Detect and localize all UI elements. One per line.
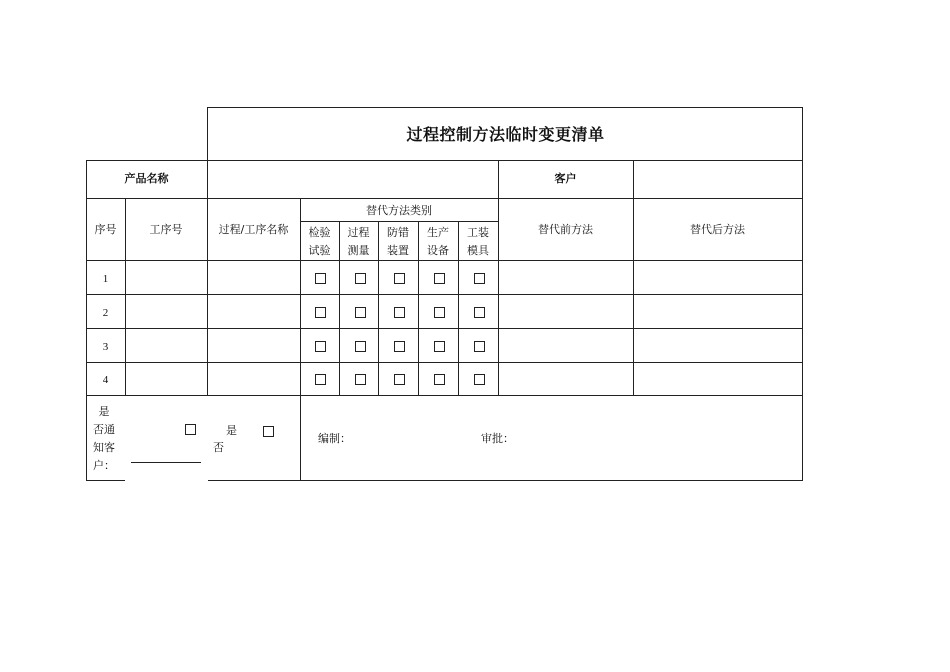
row-4-checkbox-equipment[interactable] <box>434 374 445 385</box>
row-2-checkbox-tooling[interactable] <box>474 307 485 318</box>
row-4-checkbox-inspection[interactable] <box>315 374 326 385</box>
row-3-checkbox-equipment[interactable] <box>434 341 445 352</box>
sub-header-equipment-l2: 设备 <box>427 244 449 257</box>
row-2-seq: 2 <box>102 307 109 319</box>
row-1-checkbox-measure[interactable] <box>355 273 366 284</box>
category-underline <box>300 221 498 222</box>
table-right-border <box>802 107 803 481</box>
row-1-checkbox-inspection[interactable] <box>315 273 326 284</box>
sub-header-errorproof-l2: 装置 <box>387 244 409 257</box>
col-header-before-method: 替代前方法 <box>538 223 593 236</box>
notify-customer-label-2: 否通 <box>93 423 115 436</box>
row-1-checkbox-equipment[interactable] <box>434 273 445 284</box>
prepared-by-label: 编制： <box>318 432 351 445</box>
row-2-checkbox-errorproof[interactable] <box>394 307 405 318</box>
notify-yes-label: 是 <box>226 424 237 437</box>
notify-signature-line <box>131 462 201 463</box>
notify-customer-label-3: 知客 <box>93 441 115 454</box>
row1-bottom-border <box>86 294 803 295</box>
page-title: 过程控制方法临时变更清单 <box>406 125 605 144</box>
sub-header-inspection-l2: 试验 <box>308 244 331 257</box>
header-bottom-border <box>86 260 803 261</box>
row-4-checkbox-tooling[interactable] <box>474 374 485 385</box>
col-header-alt-category: 替代方法类别 <box>366 204 432 217</box>
row-3-checkbox-tooling[interactable] <box>474 341 485 352</box>
row-3-checkbox-errorproof[interactable] <box>394 341 405 352</box>
notify-customer-label-4: 户： <box>93 459 115 472</box>
row-3-checkbox-inspection[interactable] <box>315 341 326 352</box>
row4-bottom-border <box>86 395 803 396</box>
approved-by-label: 审批： <box>481 432 514 445</box>
col-op-right <box>207 107 208 396</box>
table-bottom-border-left <box>86 480 125 481</box>
sub-header-tooling-l2: 模具 <box>467 244 489 257</box>
col-header-process-name: 过程/工序名称 <box>218 223 289 236</box>
notify-no-checkbox[interactable] <box>263 426 274 437</box>
col-sub5-right <box>498 160 499 396</box>
col-header-op-no: 工序号 <box>149 223 183 236</box>
sub-header-equipment-l1: 生产 <box>427 226 449 239</box>
notify-customer-label-1: 是 <box>98 405 110 418</box>
notify-no-label: 否 <box>213 441 224 454</box>
row-1-seq: 1 <box>102 273 109 285</box>
notify-yes-checkbox[interactable] <box>185 424 196 435</box>
title-top-border <box>208 107 803 108</box>
sub-header-inspection-l1: 检验 <box>308 226 331 239</box>
customer-field[interactable] <box>634 161 802 198</box>
row-1-checkbox-errorproof[interactable] <box>394 273 405 284</box>
col-header-after-method: 替代后方法 <box>690 223 745 236</box>
col-process-right <box>300 198 301 481</box>
product-row-bottom-border <box>86 198 803 199</box>
sub-header-measure-l1: 过程 <box>347 226 370 239</box>
row2-bottom-border <box>86 328 803 329</box>
row-4-checkbox-measure[interactable] <box>355 374 366 385</box>
row3-bottom-border <box>86 362 803 363</box>
row-1-checkbox-tooling[interactable] <box>474 273 485 284</box>
row-3-seq: 3 <box>102 341 109 353</box>
row-2-checkbox-measure[interactable] <box>355 307 366 318</box>
sub-header-tooling-l1: 工装 <box>467 226 489 239</box>
row-2-checkbox-inspection[interactable] <box>315 307 326 318</box>
row-3-checkbox-measure[interactable] <box>355 341 366 352</box>
table-bottom-border-right <box>208 480 803 481</box>
sub-header-errorproof-l1: 防错 <box>387 226 409 239</box>
row-2-checkbox-equipment[interactable] <box>434 307 445 318</box>
product-name-field[interactable] <box>208 161 498 198</box>
col-header-seq: 序号 <box>94 223 117 236</box>
customer-label: 客户 <box>554 172 577 185</box>
sub-header-measure-l2: 测量 <box>347 244 370 257</box>
product-name-label: 产品名称 <box>124 172 169 185</box>
row-4-seq: 4 <box>102 374 109 386</box>
row-4-checkbox-errorproof[interactable] <box>394 374 405 385</box>
table-left-border <box>86 160 87 481</box>
